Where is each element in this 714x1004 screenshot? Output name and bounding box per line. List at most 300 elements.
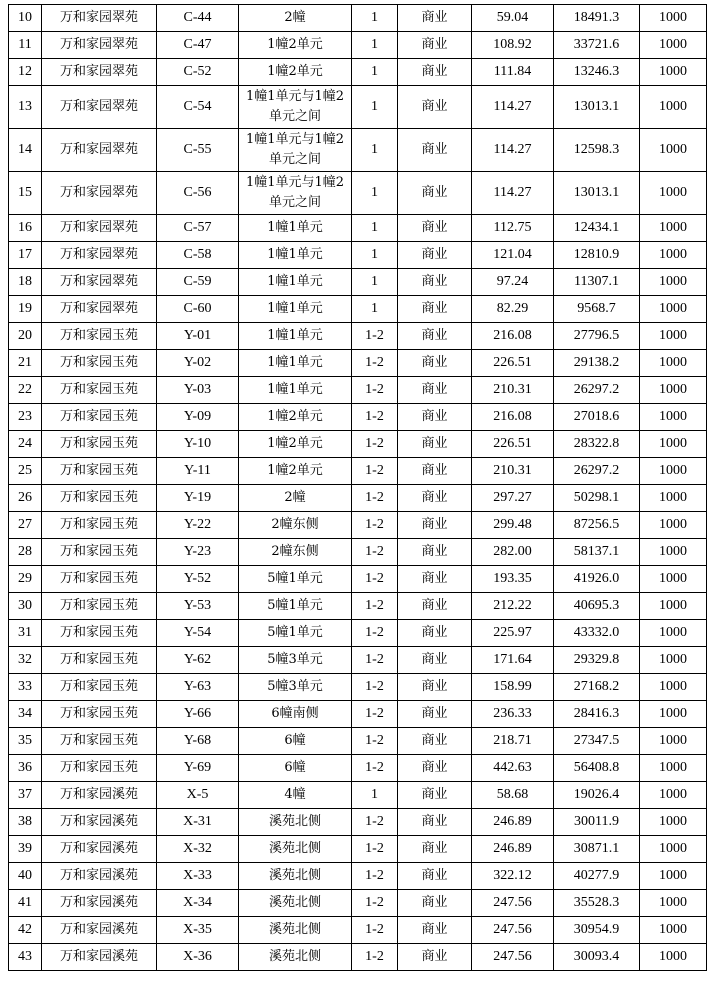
- price-cell: 13246.3: [554, 59, 640, 86]
- deposit-cell: 1000: [640, 458, 707, 485]
- deposit-cell: 1000: [640, 674, 707, 701]
- row-number-cell: 36: [9, 755, 42, 782]
- deposit-cell: 1000: [640, 323, 707, 350]
- unit-code-cell: C-52: [157, 59, 239, 86]
- usage-cell: 商业: [398, 431, 472, 458]
- location-cell: 2幢东侧: [239, 512, 352, 539]
- row-number-cell: 19: [9, 296, 42, 323]
- unit-code-cell: Y-66: [157, 701, 239, 728]
- table-row: [9, 863, 707, 890]
- usage-cell: 商业: [398, 863, 472, 890]
- community-cell: 万和家园玉苑: [42, 323, 157, 350]
- community-cell: 万和家园翠苑: [42, 172, 157, 215]
- table-row: [9, 431, 707, 458]
- floor-cell: 1: [352, 215, 398, 242]
- unit-code-cell: C-60: [157, 296, 239, 323]
- row-number-cell: 24: [9, 431, 42, 458]
- deposit-cell: 1000: [640, 404, 707, 431]
- area-cell: 82.29: [472, 296, 554, 323]
- deposit-cell: 1000: [640, 32, 707, 59]
- table-row: [9, 5, 707, 32]
- row-number-cell: 22: [9, 377, 42, 404]
- area-cell: 216.08: [472, 323, 554, 350]
- floor-cell: 1-2: [352, 620, 398, 647]
- community-cell: 万和家园玉苑: [42, 755, 157, 782]
- deposit-cell: 1000: [640, 377, 707, 404]
- unit-code-cell: X-35: [157, 917, 239, 944]
- unit-code-cell: C-57: [157, 215, 239, 242]
- location-cell: 5幢3单元: [239, 674, 352, 701]
- price-cell: 27018.6: [554, 404, 640, 431]
- community-cell: 万和家园玉苑: [42, 377, 157, 404]
- area-cell: 210.31: [472, 377, 554, 404]
- unit-code-cell: Y-02: [157, 350, 239, 377]
- row-number-cell: 17: [9, 242, 42, 269]
- unit-code-cell: Y-10: [157, 431, 239, 458]
- table-row: [9, 129, 707, 172]
- row-number-cell: 39: [9, 836, 42, 863]
- unit-code-cell: X-34: [157, 890, 239, 917]
- community-cell: 万和家园翠苑: [42, 269, 157, 296]
- usage-cell: 商业: [398, 59, 472, 86]
- table-row: [9, 323, 707, 350]
- location-cell: 溪苑北侧: [239, 944, 352, 971]
- unit-code-cell: C-44: [157, 5, 239, 32]
- area-cell: 322.12: [472, 863, 554, 890]
- price-cell: 28416.3: [554, 701, 640, 728]
- floor-cell: 1-2: [352, 809, 398, 836]
- community-cell: 万和家园玉苑: [42, 647, 157, 674]
- table-row: [9, 59, 707, 86]
- area-cell: 212.22: [472, 593, 554, 620]
- document-page: [8, 4, 707, 971]
- deposit-cell: 1000: [640, 215, 707, 242]
- floor-cell: 1-2: [352, 863, 398, 890]
- price-cell: 19026.4: [554, 782, 640, 809]
- area-cell: 247.56: [472, 944, 554, 971]
- floor-cell: 1-2: [352, 323, 398, 350]
- area-cell: 108.92: [472, 32, 554, 59]
- location-cell: 1幢2单元: [239, 32, 352, 59]
- area-cell: 193.35: [472, 566, 554, 593]
- usage-cell: 商业: [398, 323, 472, 350]
- price-cell: 30871.1: [554, 836, 640, 863]
- price-cell: 26297.2: [554, 377, 640, 404]
- table-row: [9, 782, 707, 809]
- row-number-cell: 20: [9, 323, 42, 350]
- unit-code-cell: C-47: [157, 32, 239, 59]
- usage-cell: 商业: [398, 647, 472, 674]
- row-number-cell: 30: [9, 593, 42, 620]
- deposit-cell: 1000: [640, 809, 707, 836]
- unit-code-cell: X-5: [157, 782, 239, 809]
- location-cell: 1幢2单元: [239, 458, 352, 485]
- floor-cell: 1: [352, 172, 398, 215]
- price-cell: 29138.2: [554, 350, 640, 377]
- usage-cell: 商业: [398, 172, 472, 215]
- area-cell: 97.24: [472, 269, 554, 296]
- floor-cell: 1-2: [352, 836, 398, 863]
- floor-cell: 1-2: [352, 944, 398, 971]
- location-cell: 2幢: [239, 5, 352, 32]
- community-cell: 万和家园玉苑: [42, 701, 157, 728]
- floor-cell: 1-2: [352, 647, 398, 674]
- unit-code-cell: Y-19: [157, 485, 239, 512]
- community-cell: 万和家园玉苑: [42, 404, 157, 431]
- floor-cell: 1-2: [352, 728, 398, 755]
- table-row: [9, 836, 707, 863]
- price-cell: 58137.1: [554, 539, 640, 566]
- deposit-cell: 1000: [640, 269, 707, 296]
- floor-cell: 1: [352, 269, 398, 296]
- location-cell: 1幢1单元: [239, 269, 352, 296]
- area-cell: 114.27: [472, 129, 554, 172]
- deposit-cell: 1000: [640, 350, 707, 377]
- usage-cell: 商业: [398, 620, 472, 647]
- location-cell: 2幢东侧: [239, 539, 352, 566]
- row-number-cell: 28: [9, 539, 42, 566]
- price-cell: 9568.7: [554, 296, 640, 323]
- deposit-cell: 1000: [640, 296, 707, 323]
- area-cell: 210.31: [472, 458, 554, 485]
- deposit-cell: 1000: [640, 86, 707, 129]
- community-cell: 万和家园溪苑: [42, 944, 157, 971]
- row-number-cell: 43: [9, 944, 42, 971]
- location-cell: 1幢1单元: [239, 350, 352, 377]
- area-cell: 226.51: [472, 350, 554, 377]
- community-cell: 万和家园溪苑: [42, 917, 157, 944]
- table-row: [9, 701, 707, 728]
- area-cell: 58.68: [472, 782, 554, 809]
- row-number-cell: 31: [9, 620, 42, 647]
- row-number-cell: 32: [9, 647, 42, 674]
- table-row: [9, 86, 707, 129]
- area-cell: 247.56: [472, 890, 554, 917]
- floor-cell: 1-2: [352, 593, 398, 620]
- price-cell: 27796.5: [554, 323, 640, 350]
- area-cell: 225.97: [472, 620, 554, 647]
- usage-cell: 商业: [398, 512, 472, 539]
- unit-code-cell: Y-23: [157, 539, 239, 566]
- location-cell: 6幢南侧: [239, 701, 352, 728]
- community-cell: 万和家园溪苑: [42, 863, 157, 890]
- floor-cell: 1-2: [352, 755, 398, 782]
- unit-code-cell: C-56: [157, 172, 239, 215]
- price-cell: 35528.3: [554, 890, 640, 917]
- usage-cell: 商业: [398, 129, 472, 172]
- row-number-cell: 25: [9, 458, 42, 485]
- community-cell: 万和家园翠苑: [42, 59, 157, 86]
- table-row: [9, 215, 707, 242]
- unit-code-cell: Y-69: [157, 755, 239, 782]
- area-cell: 158.99: [472, 674, 554, 701]
- location-cell: 溪苑北侧: [239, 863, 352, 890]
- community-cell: 万和家园翠苑: [42, 86, 157, 129]
- price-cell: 29329.8: [554, 647, 640, 674]
- price-cell: 40277.9: [554, 863, 640, 890]
- usage-cell: 商业: [398, 755, 472, 782]
- floor-cell: 1-2: [352, 404, 398, 431]
- row-number-cell: 33: [9, 674, 42, 701]
- unit-code-cell: C-55: [157, 129, 239, 172]
- deposit-cell: 1000: [640, 5, 707, 32]
- deposit-cell: 1000: [640, 485, 707, 512]
- floor-cell: 1-2: [352, 539, 398, 566]
- location-cell: 4幢: [239, 782, 352, 809]
- deposit-cell: 1000: [640, 755, 707, 782]
- table-row: [9, 377, 707, 404]
- usage-cell: 商业: [398, 377, 472, 404]
- floor-cell: 1-2: [352, 701, 398, 728]
- community-cell: 万和家园玉苑: [42, 512, 157, 539]
- table-row: [9, 172, 707, 215]
- area-cell: 218.71: [472, 728, 554, 755]
- table-row: [9, 350, 707, 377]
- location-cell: 溪苑北侧: [239, 917, 352, 944]
- community-cell: 万和家园玉苑: [42, 620, 157, 647]
- unit-code-cell: X-32: [157, 836, 239, 863]
- area-cell: 246.89: [472, 809, 554, 836]
- price-cell: 50298.1: [554, 485, 640, 512]
- floor-cell: 1-2: [352, 512, 398, 539]
- community-cell: 万和家园玉苑: [42, 593, 157, 620]
- deposit-cell: 1000: [640, 890, 707, 917]
- table-row: [9, 593, 707, 620]
- price-cell: 18491.3: [554, 5, 640, 32]
- row-number-cell: 29: [9, 566, 42, 593]
- price-cell: 13013.1: [554, 172, 640, 215]
- location-cell: 1幢1单元: [239, 215, 352, 242]
- location-cell: 5幢1单元: [239, 620, 352, 647]
- floor-cell: 1-2: [352, 431, 398, 458]
- location-cell: 5幢3单元: [239, 647, 352, 674]
- deposit-cell: 1000: [640, 647, 707, 674]
- floor-cell: 1-2: [352, 458, 398, 485]
- location-cell: 溪苑北侧: [239, 890, 352, 917]
- area-cell: 442.63: [472, 755, 554, 782]
- usage-cell: 商业: [398, 917, 472, 944]
- row-number-cell: 34: [9, 701, 42, 728]
- unit-code-cell: Y-01: [157, 323, 239, 350]
- community-cell: 万和家园玉苑: [42, 458, 157, 485]
- floor-cell: 1-2: [352, 674, 398, 701]
- floor-cell: 1: [352, 86, 398, 129]
- usage-cell: 商业: [398, 485, 472, 512]
- floor-cell: 1: [352, 782, 398, 809]
- floor-cell: 1-2: [352, 917, 398, 944]
- deposit-cell: 1000: [640, 782, 707, 809]
- table-row: [9, 485, 707, 512]
- area-cell: 59.04: [472, 5, 554, 32]
- table-row: [9, 755, 707, 782]
- deposit-cell: 1000: [640, 566, 707, 593]
- usage-cell: 商业: [398, 701, 472, 728]
- price-cell: 28322.8: [554, 431, 640, 458]
- community-cell: 万和家园溪苑: [42, 836, 157, 863]
- price-cell: 30093.4: [554, 944, 640, 971]
- floor-cell: 1: [352, 59, 398, 86]
- row-number-cell: 27: [9, 512, 42, 539]
- unit-code-cell: X-33: [157, 863, 239, 890]
- table-row: [9, 890, 707, 917]
- deposit-cell: 1000: [640, 620, 707, 647]
- area-cell: 114.27: [472, 86, 554, 129]
- area-cell: 299.48: [472, 512, 554, 539]
- table-row: [9, 809, 707, 836]
- deposit-cell: 1000: [640, 701, 707, 728]
- usage-cell: 商业: [398, 32, 472, 59]
- row-number-cell: 23: [9, 404, 42, 431]
- location-cell: 1幢1单元与1幢2单元之间: [239, 86, 352, 129]
- price-cell: 12810.9: [554, 242, 640, 269]
- row-number-cell: 42: [9, 917, 42, 944]
- deposit-cell: 1000: [640, 129, 707, 172]
- community-cell: 万和家园翠苑: [42, 242, 157, 269]
- table-row: [9, 566, 707, 593]
- area-cell: 297.27: [472, 485, 554, 512]
- community-cell: 万和家园溪苑: [42, 890, 157, 917]
- floor-cell: 1: [352, 5, 398, 32]
- community-cell: 万和家园玉苑: [42, 539, 157, 566]
- area-cell: 112.75: [472, 215, 554, 242]
- floor-cell: 1: [352, 296, 398, 323]
- floor-cell: 1-2: [352, 350, 398, 377]
- usage-cell: 商业: [398, 566, 472, 593]
- location-cell: 溪苑北侧: [239, 809, 352, 836]
- location-cell: 1幢2单元: [239, 404, 352, 431]
- usage-cell: 商业: [398, 836, 472, 863]
- table-row: [9, 539, 707, 566]
- unit-code-cell: C-58: [157, 242, 239, 269]
- table-row: [9, 296, 707, 323]
- usage-cell: 商业: [398, 782, 472, 809]
- table-row: [9, 269, 707, 296]
- area-cell: 226.51: [472, 431, 554, 458]
- price-cell: 13013.1: [554, 86, 640, 129]
- deposit-cell: 1000: [640, 944, 707, 971]
- deposit-cell: 1000: [640, 59, 707, 86]
- area-cell: 282.00: [472, 539, 554, 566]
- community-cell: 万和家园玉苑: [42, 566, 157, 593]
- unit-code-cell: Y-22: [157, 512, 239, 539]
- row-number-cell: 35: [9, 728, 42, 755]
- price-cell: 12598.3: [554, 129, 640, 172]
- floor-cell: 1-2: [352, 377, 398, 404]
- row-number-cell: 10: [9, 5, 42, 32]
- location-cell: 6幢: [239, 755, 352, 782]
- unit-code-cell: Y-54: [157, 620, 239, 647]
- location-cell: 6幢: [239, 728, 352, 755]
- table-row: [9, 674, 707, 701]
- area-cell: 114.27: [472, 172, 554, 215]
- price-cell: 87256.5: [554, 512, 640, 539]
- location-cell: 1幢1单元: [239, 377, 352, 404]
- deposit-cell: 1000: [640, 863, 707, 890]
- table-row: [9, 404, 707, 431]
- unit-code-cell: Y-62: [157, 647, 239, 674]
- price-cell: 26297.2: [554, 458, 640, 485]
- area-cell: 236.33: [472, 701, 554, 728]
- table-row: [9, 32, 707, 59]
- price-cell: 40695.3: [554, 593, 640, 620]
- location-cell: 1幢2单元: [239, 59, 352, 86]
- usage-cell: 商业: [398, 296, 472, 323]
- price-cell: 56408.8: [554, 755, 640, 782]
- row-number-cell: 40: [9, 863, 42, 890]
- usage-cell: 商业: [398, 674, 472, 701]
- floor-cell: 1-2: [352, 566, 398, 593]
- unit-code-cell: Y-09: [157, 404, 239, 431]
- deposit-cell: 1000: [640, 728, 707, 755]
- usage-cell: 商业: [398, 242, 472, 269]
- table-row: [9, 728, 707, 755]
- deposit-cell: 1000: [640, 917, 707, 944]
- usage-cell: 商业: [398, 944, 472, 971]
- row-number-cell: 18: [9, 269, 42, 296]
- usage-cell: 商业: [398, 593, 472, 620]
- community-cell: 万和家园翠苑: [42, 32, 157, 59]
- table-row: [9, 917, 707, 944]
- table-row: [9, 620, 707, 647]
- usage-cell: 商业: [398, 458, 472, 485]
- usage-cell: 商业: [398, 809, 472, 836]
- price-cell: 27168.2: [554, 674, 640, 701]
- row-number-cell: 38: [9, 809, 42, 836]
- row-number-cell: 37: [9, 782, 42, 809]
- price-cell: 30011.9: [554, 809, 640, 836]
- row-number-cell: 41: [9, 890, 42, 917]
- usage-cell: 商业: [398, 5, 472, 32]
- usage-cell: 商业: [398, 728, 472, 755]
- price-cell: 27347.5: [554, 728, 640, 755]
- usage-cell: 商业: [398, 86, 472, 129]
- floor-cell: 1-2: [352, 890, 398, 917]
- usage-cell: 商业: [398, 215, 472, 242]
- row-number-cell: 13: [9, 86, 42, 129]
- price-cell: 30954.9: [554, 917, 640, 944]
- deposit-cell: 1000: [640, 539, 707, 566]
- unit-code-cell: Y-63: [157, 674, 239, 701]
- unit-code-cell: X-36: [157, 944, 239, 971]
- location-cell: 1幢1单元与1幢2单元之间: [239, 172, 352, 215]
- unit-code-cell: C-59: [157, 269, 239, 296]
- floor-cell: 1: [352, 32, 398, 59]
- community-cell: 万和家园玉苑: [42, 350, 157, 377]
- community-cell: 万和家园玉苑: [42, 431, 157, 458]
- deposit-cell: 1000: [640, 431, 707, 458]
- floor-cell: 1: [352, 129, 398, 172]
- area-cell: 247.56: [472, 917, 554, 944]
- price-cell: 12434.1: [554, 215, 640, 242]
- unit-code-cell: X-31: [157, 809, 239, 836]
- floor-cell: 1: [352, 242, 398, 269]
- price-cell: 11307.1: [554, 269, 640, 296]
- community-cell: 万和家园翠苑: [42, 296, 157, 323]
- row-number-cell: 21: [9, 350, 42, 377]
- row-number-cell: 16: [9, 215, 42, 242]
- community-cell: 万和家园溪苑: [42, 782, 157, 809]
- area-cell: 111.84: [472, 59, 554, 86]
- deposit-cell: 1000: [640, 512, 707, 539]
- deposit-cell: 1000: [640, 593, 707, 620]
- row-number-cell: 15: [9, 172, 42, 215]
- table-row: [9, 242, 707, 269]
- table-row: [9, 647, 707, 674]
- community-cell: 万和家园翠苑: [42, 129, 157, 172]
- usage-cell: 商业: [398, 404, 472, 431]
- unit-code-cell: Y-52: [157, 566, 239, 593]
- price-cell: 43332.0: [554, 620, 640, 647]
